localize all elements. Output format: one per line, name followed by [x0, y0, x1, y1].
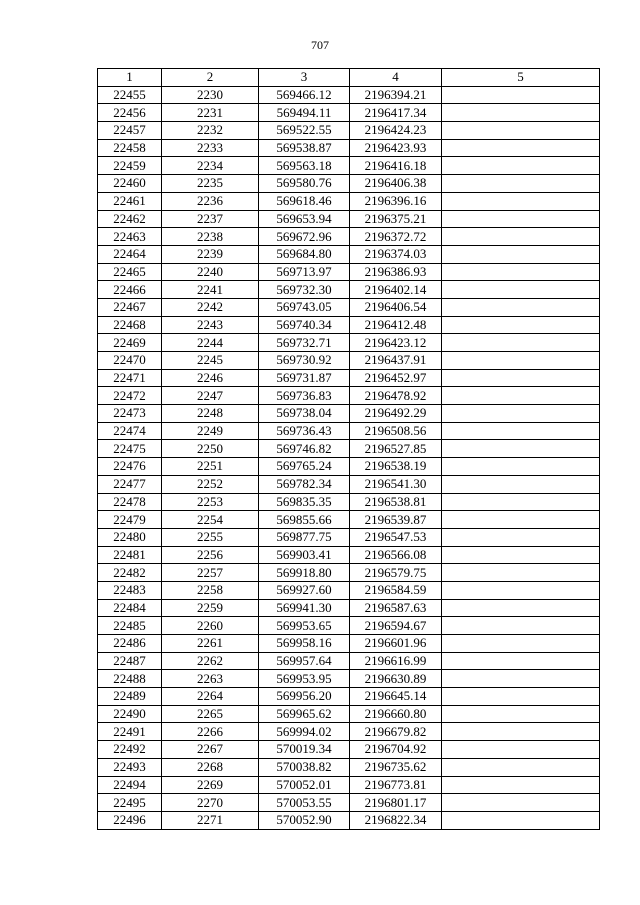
table-cell: 2196372.72: [350, 228, 442, 246]
table-cell: [442, 422, 600, 440]
table-cell: 2196704.92: [350, 741, 442, 759]
table-cell: 22490: [98, 705, 162, 723]
table-cell: 2196566.08: [350, 546, 442, 564]
table-cell: 2242: [162, 298, 259, 316]
table-row: [98, 104, 600, 122]
table-cell: 2196417.34: [350, 104, 442, 122]
table-cell: 569713.97: [259, 263, 350, 281]
table-row: [98, 475, 600, 493]
table-cell: 2261: [162, 635, 259, 653]
table-cell: 2267: [162, 741, 259, 759]
table-cell: 2196538.81: [350, 493, 442, 511]
table-cell: [442, 705, 600, 723]
table-cell: 2196538.19: [350, 458, 442, 476]
table-cell: 2196406.54: [350, 298, 442, 316]
table-row: [98, 511, 600, 529]
table-cell: 2257: [162, 564, 259, 582]
table-cell: 2266: [162, 723, 259, 741]
table-row: [98, 811, 600, 829]
table-row: [98, 245, 600, 263]
table-row: [98, 298, 600, 316]
table-cell: 569466.12: [259, 86, 350, 104]
table-cell: 22459: [98, 157, 162, 175]
table-row: [98, 581, 600, 599]
table-cell: 569730.92: [259, 352, 350, 370]
table-cell: 2196822.34: [350, 811, 442, 829]
column-header-2: 2: [162, 69, 259, 87]
table-cell: [442, 281, 600, 299]
table-cell: 2250: [162, 440, 259, 458]
table-cell: 2244: [162, 334, 259, 352]
table-cell: 2240: [162, 263, 259, 281]
table-cell: 2196416.18: [350, 157, 442, 175]
table-cell: 569957.64: [259, 652, 350, 670]
table-cell: [442, 352, 600, 370]
table-cell: 22481: [98, 546, 162, 564]
table-row: [98, 263, 600, 281]
table-cell: [442, 334, 600, 352]
table-cell: [442, 794, 600, 812]
table-row: [98, 546, 600, 564]
table-cell: [442, 723, 600, 741]
table-row: [98, 210, 600, 228]
table-row: [98, 422, 600, 440]
table-cell: 2254: [162, 511, 259, 529]
table-cell: 2246: [162, 369, 259, 387]
table-cell: 22457: [98, 122, 162, 140]
table-cell: 2196423.93: [350, 139, 442, 157]
table-cell: 22456: [98, 104, 162, 122]
table-cell: [442, 493, 600, 511]
table-cell: 569538.87: [259, 139, 350, 157]
table-cell: 2196424.23: [350, 122, 442, 140]
table-body: [98, 86, 600, 829]
table-row: [98, 352, 600, 370]
table-cell: [442, 316, 600, 334]
table-cell: 569740.34: [259, 316, 350, 334]
table-cell: 2196773.81: [350, 776, 442, 794]
table-cell: 2196386.93: [350, 263, 442, 281]
table-cell: 2232: [162, 122, 259, 140]
table-cell: 22472: [98, 387, 162, 405]
table-cell: 569835.35: [259, 493, 350, 511]
table-row: [98, 316, 600, 334]
table-cell: [442, 546, 600, 564]
table-row: [98, 493, 600, 511]
table-cell: 2196527.85: [350, 440, 442, 458]
table-cell: 569927.60: [259, 581, 350, 599]
table-cell: 2196492.29: [350, 405, 442, 423]
table-cell: 2196594.67: [350, 617, 442, 635]
table-row: [98, 564, 600, 582]
table-cell: 22478: [98, 493, 162, 511]
table-cell: 2196645.14: [350, 688, 442, 706]
table-cell: 22468: [98, 316, 162, 334]
table-cell: 2196541.30: [350, 475, 442, 493]
table-cell: 22479: [98, 511, 162, 529]
table-cell: 569953.95: [259, 670, 350, 688]
table-cell: 2196394.21: [350, 86, 442, 104]
table-cell: [442, 811, 600, 829]
table-row: [98, 688, 600, 706]
table-cell: 2252: [162, 475, 259, 493]
table-cell: 2196587.63: [350, 599, 442, 617]
table-cell: 2268: [162, 758, 259, 776]
table-row: [98, 157, 600, 175]
table-cell: [442, 776, 600, 794]
table-row: [98, 528, 600, 546]
table-cell: 569494.11: [259, 104, 350, 122]
table-cell: 2253: [162, 493, 259, 511]
table-cell: 570019.34: [259, 741, 350, 759]
table-cell: [442, 688, 600, 706]
table-cell: 22495: [98, 794, 162, 812]
table-cell: 22473: [98, 405, 162, 423]
table-cell: [442, 564, 600, 582]
table-cell: 22487: [98, 652, 162, 670]
table-cell: 22474: [98, 422, 162, 440]
table-cell: 2256: [162, 546, 259, 564]
table-cell: 22496: [98, 811, 162, 829]
table-cell: 2196412.48: [350, 316, 442, 334]
table-cell: 569653.94: [259, 210, 350, 228]
table-row: [98, 741, 600, 759]
table-cell: 569684.80: [259, 245, 350, 263]
table-cell: 2243: [162, 316, 259, 334]
table-cell: 569731.87: [259, 369, 350, 387]
table-cell: 569994.02: [259, 723, 350, 741]
table-cell: 22475: [98, 440, 162, 458]
table-cell: 569580.76: [259, 175, 350, 193]
table-cell: 22485: [98, 617, 162, 635]
table-cell: 2231: [162, 104, 259, 122]
table-cell: 22467: [98, 298, 162, 316]
table-cell: 569953.65: [259, 617, 350, 635]
table-row: [98, 440, 600, 458]
table-cell: 2234: [162, 157, 259, 175]
table-cell: 569732.71: [259, 334, 350, 352]
table-cell: 569738.04: [259, 405, 350, 423]
table-cell: 569941.30: [259, 599, 350, 617]
table-cell: 2196584.59: [350, 581, 442, 599]
table-row: [98, 723, 600, 741]
table-row: [98, 794, 600, 812]
table-row: [98, 281, 600, 299]
table-cell: 2260: [162, 617, 259, 635]
table-cell: [442, 175, 600, 193]
table-row: [98, 458, 600, 476]
table-cell: 2196508.56: [350, 422, 442, 440]
table-cell: [442, 369, 600, 387]
table-cell: 22493: [98, 758, 162, 776]
table-cell: [442, 122, 600, 140]
table-cell: 2196478.92: [350, 387, 442, 405]
table-cell: [442, 511, 600, 529]
table-row: [98, 122, 600, 140]
table-cell: 2196660.80: [350, 705, 442, 723]
table-cell: 22476: [98, 458, 162, 476]
table-cell: 2196679.82: [350, 723, 442, 741]
table-cell: 2249: [162, 422, 259, 440]
table-cell: 2259: [162, 599, 259, 617]
table-cell: 2233: [162, 139, 259, 157]
table-cell: [442, 387, 600, 405]
table-cell: 569746.82: [259, 440, 350, 458]
table-cell: 569956.20: [259, 688, 350, 706]
table-cell: 2196423.12: [350, 334, 442, 352]
table-cell: 22460: [98, 175, 162, 193]
table-row: [98, 776, 600, 794]
table-cell: 22480: [98, 528, 162, 546]
table-cell: 22492: [98, 741, 162, 759]
table-cell: 22462: [98, 210, 162, 228]
table-cell: 570038.82: [259, 758, 350, 776]
table-row: [98, 405, 600, 423]
table-cell: 569855.66: [259, 511, 350, 529]
table-cell: 2264: [162, 688, 259, 706]
table-cell: 2196406.38: [350, 175, 442, 193]
table-cell: [442, 104, 600, 122]
table-cell: [442, 617, 600, 635]
table-row: [98, 617, 600, 635]
table-cell: 2196539.87: [350, 511, 442, 529]
table-cell: [442, 758, 600, 776]
table-cell: [442, 599, 600, 617]
table-cell: [442, 528, 600, 546]
table-cell: 22471: [98, 369, 162, 387]
table-cell: 570053.55: [259, 794, 350, 812]
table-cell: 2196396.16: [350, 192, 442, 210]
table-cell: 22469: [98, 334, 162, 352]
table-cell: 569672.96: [259, 228, 350, 246]
table-cell: 2239: [162, 245, 259, 263]
table-cell: 569877.75: [259, 528, 350, 546]
table-cell: 2271: [162, 811, 259, 829]
table-cell: 22463: [98, 228, 162, 246]
table-cell: 22465: [98, 263, 162, 281]
table-cell: 569965.62: [259, 705, 350, 723]
table-row: [98, 228, 600, 246]
table-cell: 2251: [162, 458, 259, 476]
table-cell: 2196630.89: [350, 670, 442, 688]
table-cell: [442, 670, 600, 688]
table-row: [98, 334, 600, 352]
table-cell: 569765.24: [259, 458, 350, 476]
table-row: [98, 369, 600, 387]
table-cell: [442, 440, 600, 458]
table-cell: [442, 210, 600, 228]
table-cell: 2196547.53: [350, 528, 442, 546]
table-row: [98, 86, 600, 104]
table-cell: 22486: [98, 635, 162, 653]
table-cell: 569958.16: [259, 635, 350, 653]
column-header-4: 4: [350, 69, 442, 87]
table-cell: 2196601.96: [350, 635, 442, 653]
table-cell: 2248: [162, 405, 259, 423]
table-cell: [442, 263, 600, 281]
coordinates-table: [97, 68, 600, 830]
table-cell: 2196616.99: [350, 652, 442, 670]
table-cell: [442, 157, 600, 175]
table-cell: [442, 741, 600, 759]
table-cell: 2196735.62: [350, 758, 442, 776]
page-number: 707: [311, 38, 329, 52]
table-cell: 2196402.14: [350, 281, 442, 299]
table-row: [98, 652, 600, 670]
table-cell: 2270: [162, 794, 259, 812]
table-cell: [442, 192, 600, 210]
table-cell: [442, 581, 600, 599]
table-cell: 2258: [162, 581, 259, 599]
table-cell: 22461: [98, 192, 162, 210]
table-cell: 2262: [162, 652, 259, 670]
table-cell: 22483: [98, 581, 162, 599]
table-cell: 2196579.75: [350, 564, 442, 582]
table-row: [98, 139, 600, 157]
table-cell: 2245: [162, 352, 259, 370]
table-cell: 569743.05: [259, 298, 350, 316]
table-cell: 2241: [162, 281, 259, 299]
table-cell: 2247: [162, 387, 259, 405]
table-cell: [442, 405, 600, 423]
table-row: [98, 705, 600, 723]
table-cell: [442, 652, 600, 670]
table-cell: 570052.90: [259, 811, 350, 829]
table-cell: 2238: [162, 228, 259, 246]
table-cell: 22494: [98, 776, 162, 794]
table-cell: 2230: [162, 86, 259, 104]
table-row: [98, 175, 600, 193]
table-row: [98, 635, 600, 653]
table-cell: 569903.41: [259, 546, 350, 564]
table-cell: [442, 139, 600, 157]
table-cell: [442, 475, 600, 493]
table-row: [98, 192, 600, 210]
table-cell: 2255: [162, 528, 259, 546]
table-cell: 22464: [98, 245, 162, 263]
table-cell: 22484: [98, 599, 162, 617]
table-cell: 570052.01: [259, 776, 350, 794]
table-cell: 569732.30: [259, 281, 350, 299]
table-cell: 569736.43: [259, 422, 350, 440]
table-cell: 2269: [162, 776, 259, 794]
table-cell: 569563.18: [259, 157, 350, 175]
table-cell: 2196374.03: [350, 245, 442, 263]
table-cell: [442, 458, 600, 476]
table-cell: 569522.55: [259, 122, 350, 140]
table-cell: 2196437.91: [350, 352, 442, 370]
table-cell: 2196452.97: [350, 369, 442, 387]
table-cell: 22491: [98, 723, 162, 741]
table-cell: [442, 298, 600, 316]
table-cell: 22488: [98, 670, 162, 688]
table-cell: [442, 245, 600, 263]
table-cell: [442, 228, 600, 246]
table-cell: 2236: [162, 192, 259, 210]
table-row: [98, 387, 600, 405]
table-cell: 569736.83: [259, 387, 350, 405]
column-header-5: 5: [442, 69, 600, 87]
table-cell: 569782.34: [259, 475, 350, 493]
table-header-row: [98, 69, 600, 87]
column-header-1: 1: [98, 69, 162, 87]
table-cell: 569918.80: [259, 564, 350, 582]
table-cell: 569618.46: [259, 192, 350, 210]
table-cell: 22466: [98, 281, 162, 299]
table-row: [98, 758, 600, 776]
table-cell: 2196801.17: [350, 794, 442, 812]
table-cell: 22489: [98, 688, 162, 706]
table-cell: 2237: [162, 210, 259, 228]
table-cell: 22477: [98, 475, 162, 493]
table-cell: 22470: [98, 352, 162, 370]
table-row: [98, 599, 600, 617]
table-cell: [442, 635, 600, 653]
table-cell: 22455: [98, 86, 162, 104]
table-cell: 22458: [98, 139, 162, 157]
column-header-3: 3: [259, 69, 350, 87]
table-cell: 2196375.21: [350, 210, 442, 228]
table-cell: 2263: [162, 670, 259, 688]
table-cell: 2265: [162, 705, 259, 723]
table-cell: 2235: [162, 175, 259, 193]
table-cell: 22482: [98, 564, 162, 582]
table-row: [98, 670, 600, 688]
table-cell: [442, 86, 600, 104]
